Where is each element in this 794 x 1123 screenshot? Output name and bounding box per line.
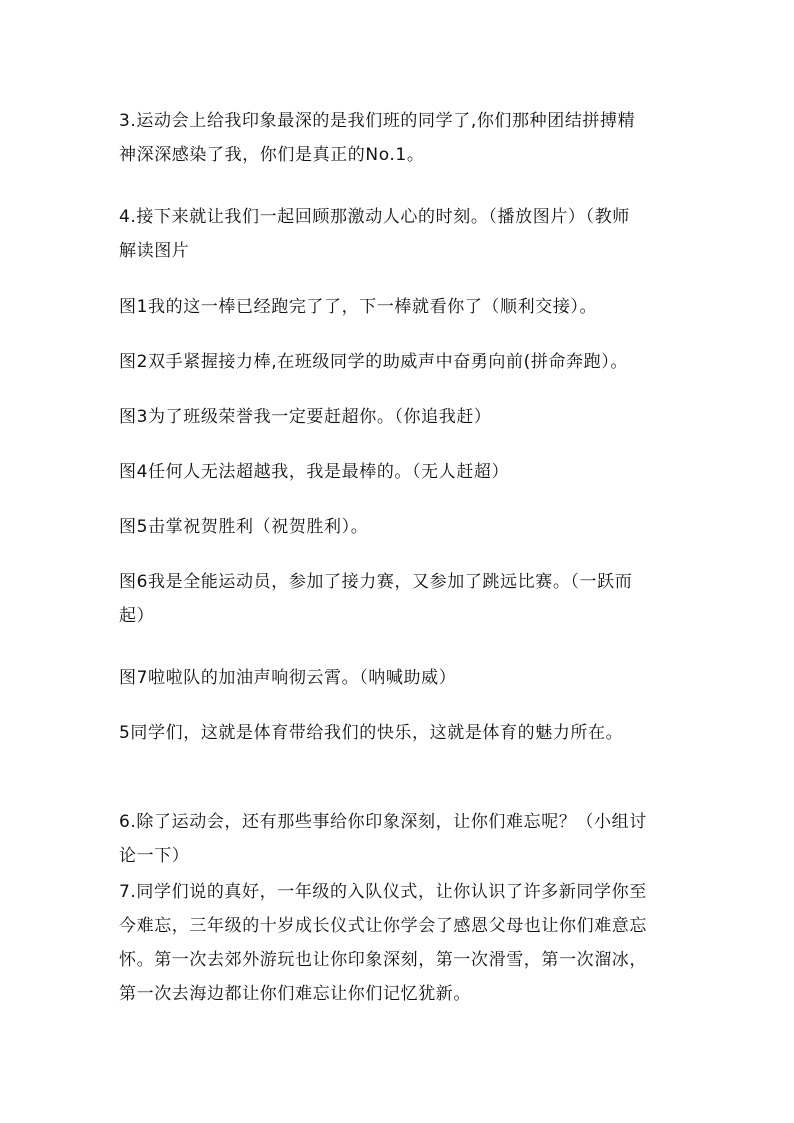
paragraph-7 (119, 510, 709, 544)
paragraph-line: 图7啦啦队的加油声响彻云霄。（呐喊助威） (119, 668, 457, 688)
paragraph-line: 图2双手紧握接力棒,在班级同学的助威声中奋勇向前(拼命奔跑）。 (119, 352, 628, 372)
paragraph-10 (119, 716, 709, 750)
paragraph-2 (119, 200, 709, 268)
paragraph-1 (119, 104, 709, 172)
paragraph-9 (119, 661, 709, 695)
paragraph-line: 图5击掌祝贺胜利（祝贺胜利）。 (119, 517, 369, 537)
paragraph-12 (119, 875, 709, 1011)
paragraph-line: 图3为了班级荣誉我一定要赶超你。（你追我赶） (119, 407, 492, 427)
paragraph-11 (119, 805, 709, 873)
paragraph-line: 7.同学们说的真好，一年级的入队仪式，让你认识了许多新同学你至 (119, 882, 647, 902)
paragraph-line: 图1我的这一棒已经跑完了了，下一棒就看你了（顺利交接）。 (119, 297, 598, 317)
paragraph-6 (119, 455, 709, 489)
paragraph-line: 神深深感染了我，你们是真正的No.1。 (119, 145, 425, 165)
paragraph-line: 怀。第一次去郊外游玩也让你印象深刻，第一次滑雪，第一次溜冰， (119, 950, 647, 970)
paragraph-line: 图6我是全能运动员，参加了接力赛，又参加了跳远比赛。（一跃而 (119, 572, 633, 592)
paragraph-line: 4.接下来就让我们一起回顾那激动人心的时刻。（播放图片）（教师 (119, 207, 630, 227)
paragraph-line: 5同学们，这就是体育带给我们的快乐，这就是体育的魅力所在。 (119, 723, 624, 743)
paragraph-line: 6.除了运动会，还有那些事给你印象深刻，让你们难忘呢？（小组讨 (119, 812, 647, 832)
paragraph-line: 起） (119, 606, 155, 626)
paragraph-line: 图4任何人无法超越我，我是最棒的。（无人赶超） (119, 462, 510, 482)
paragraph-8 (119, 565, 709, 633)
paragraph-line: 论一下） (119, 846, 190, 866)
paragraph-line: 解读图片 (119, 241, 190, 261)
paragraph-line: 今难忘，三年级的十岁成长仪式让你学会了感恩父母也让你们难意忘 (119, 916, 647, 936)
paragraph-line: 3.运动会上给我印象最深的是我们班的同学了,你们那种团结拼搏精 (119, 111, 636, 131)
paragraph-4 (119, 345, 709, 379)
paragraph-3 (119, 290, 709, 324)
paragraph-5 (119, 400, 709, 434)
paragraph-line: 第一次去海边都让你们难忘让你们记忆犹新。 (119, 984, 471, 1004)
